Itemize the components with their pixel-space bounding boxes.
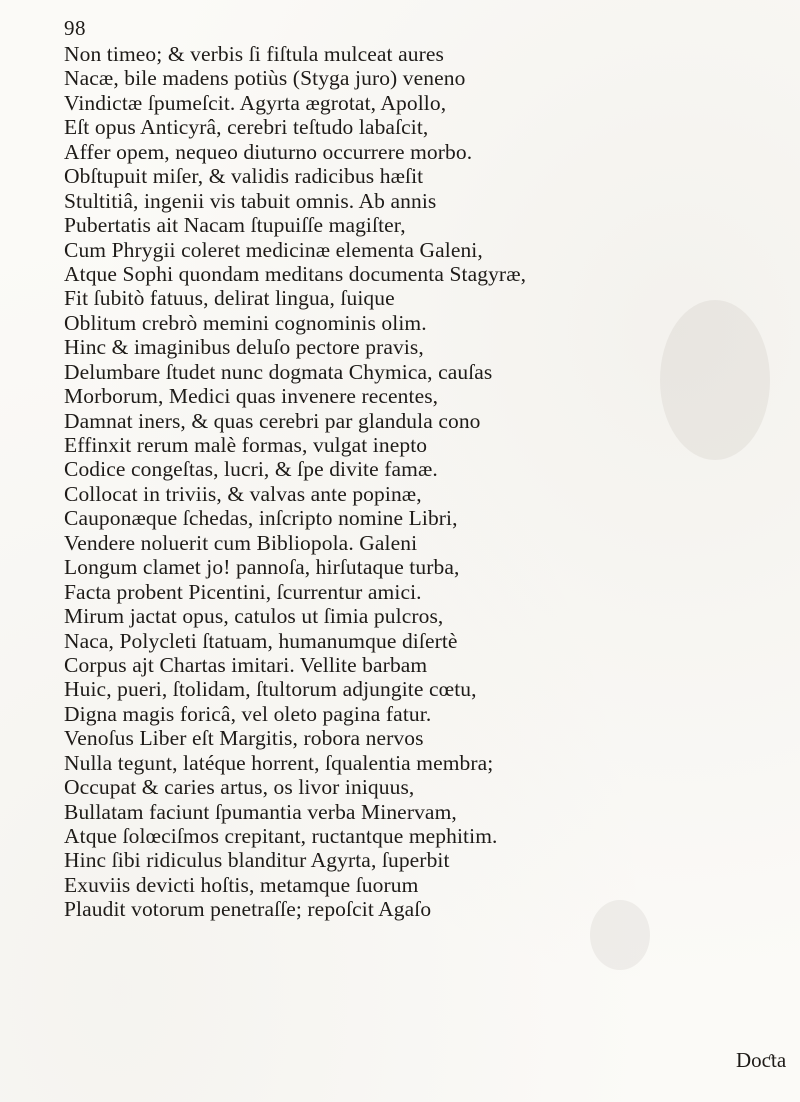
poem-line: Bullatam faciunt ſpumantia verba Minervam, (64, 799, 457, 824)
poem-line: Exuviis devicti hoſtis, metamque ſuorum (64, 872, 419, 897)
poem-line: Effinxit rerum malè formas, vulgat inepto (64, 433, 428, 457)
poem-line: Non timeo; & verbis ſi fiſtula mulceat aures (64, 42, 444, 66)
poem-line: Mirum jactat opus, catulos ut ſimia pulcros, (64, 604, 444, 629)
poem-line: Vindictæ ſpumeſcit. Agyrta ægrotat, Apollo, (64, 90, 447, 115)
poem-line: Plaudit votorum penetraſſe; repoſcit Agaſo (64, 897, 432, 922)
poem-line: Fit ſubitò fatuus, delirat lingua, ſuique (64, 286, 395, 311)
poem-line: Atque ſolœciſmos crepitant, ructantque mephitim. (64, 824, 498, 848)
poem-line: Facta probent Picentini, ſcurrentur amici. (64, 579, 422, 604)
poem-line: Nulla tegunt, latéque horrent, ſqualentia membra; (64, 750, 494, 775)
poem-line: Cauponæque ſchedas, inſcripto nomine Libri, (64, 506, 458, 531)
poem-line: Hinc & imaginibus deluſo pectore pravis, (64, 335, 424, 360)
poem-line: Atque Sophi quondam meditans documenta Stagyræ, (64, 261, 527, 286)
poem-line: Vendere noluerit cum Bibliopola. Galeni (64, 530, 418, 555)
poem-text (64, 42, 744, 922)
poem-line: Nacæ, bile madens potiùs (Styga juro) veneno (64, 66, 466, 91)
poem-line: Stultitiâ, ingenii vis tabuit omnis. Ab annis (64, 188, 437, 213)
poem-line: Venoſus Liber eſt Margitis, robora nervos (64, 726, 424, 751)
poem-line: Longum clamet jo! pannoſa, hirſutaque turba, (64, 555, 460, 580)
page-number: 98 (64, 16, 86, 40)
poem-line: Digna magis foricâ, vel oleto pagina fatur. (64, 701, 432, 726)
poem-line: Morborum, Medici quas invenere recentes, (64, 384, 439, 409)
poem-line: Delumbare ſtudet nunc dogmata Chymica, cauſas (64, 359, 493, 384)
poem-line: Corpus ajt Chartas imitari. Vellite barbam (64, 652, 428, 677)
poem-line: Collocat in triviis, & valvas ante popinæ, (64, 481, 422, 506)
poem-line: Affer opem, nequeo diuturno occurrere morbo. (64, 139, 473, 164)
poem-line: Eſt opus Anticyrâ, cerebri teſtudo labaſcit, (64, 115, 429, 140)
poem-line: Codice congeſtas, lucri, & ſpe divite famæ. (64, 457, 438, 482)
poem-line: Oblitum crebrò memini cognominis olim. (64, 310, 427, 335)
poem-line: Naca, Polycleti ſtatuam, humanumque diſertè (64, 628, 458, 653)
poem-line: Occupat & caries artus, os livor iniquus, (64, 775, 415, 800)
poem-line: Cum Phrygii coleret medicinæ elementa Galeni, (64, 237, 483, 262)
poem-line: Hinc ſibi ridiculus blanditur Agyrta, ſuperbit (64, 848, 450, 873)
poem-line: Obſtupuit miſer, & validis radicibus hæſit (64, 164, 424, 189)
catchword: Doƈta (736, 1048, 787, 1072)
poem-line: Damnat iners, & quas cerebri par glandula cono (64, 408, 481, 433)
poem-line: Pubertatis ait Nacam ſtupuiſſe magiſter, (64, 213, 406, 238)
poem-line: Huic, pueri, ſtolidam, ſtultorum adjungite cœtu, (64, 677, 477, 702)
